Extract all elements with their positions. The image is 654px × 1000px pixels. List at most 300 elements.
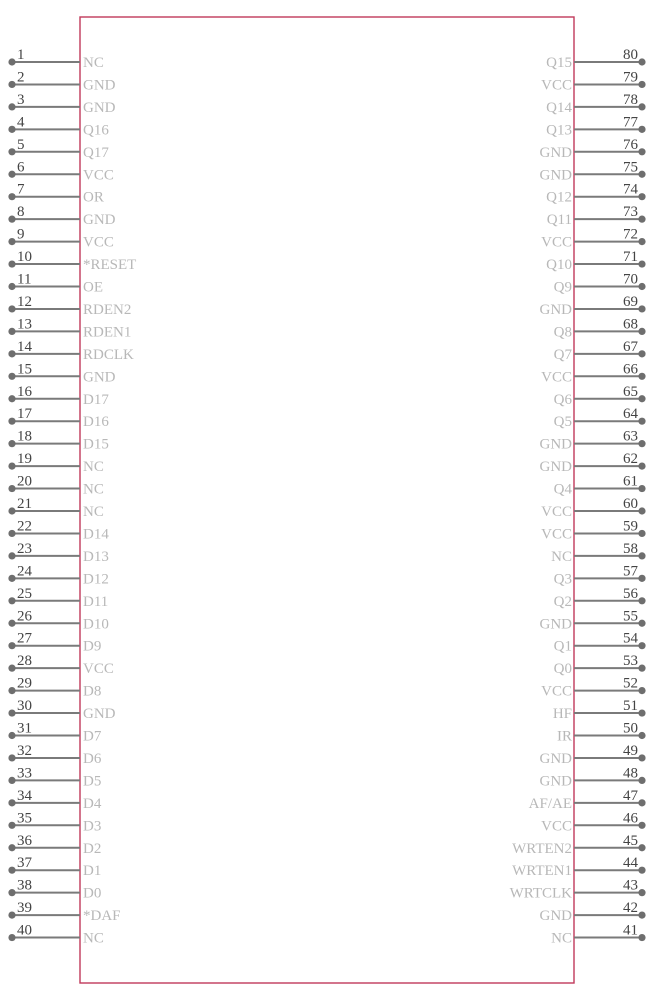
pin-63 — [540, 429, 646, 453]
pin-number: 68 — [623, 316, 638, 333]
pin-name: GND — [539, 616, 572, 633]
pin-terminal-dot — [638, 81, 645, 88]
pin-terminal-dot — [8, 283, 15, 290]
pin-28 — [8, 653, 113, 677]
pin-67 — [554, 339, 646, 363]
pin-terminal-dot — [8, 709, 15, 716]
pin-7 — [8, 182, 103, 206]
pin-49 — [540, 743, 646, 767]
pin-number: 44 — [623, 855, 638, 872]
pin-number: 6 — [17, 159, 25, 176]
pin-37 — [8, 855, 101, 879]
pin-57 — [554, 563, 646, 587]
pin-name: GND — [539, 144, 572, 161]
pin-terminal-dot — [8, 81, 15, 88]
pin-65 — [554, 384, 646, 408]
pin-name: GND — [83, 706, 116, 723]
pin-name: Q5 — [553, 414, 572, 431]
pin-name: VCC — [541, 504, 572, 520]
pin-name: D14 — [83, 526, 109, 543]
pin-terminal-dot — [8, 844, 15, 851]
pin-terminal-dot — [638, 440, 645, 447]
pin-name: RDEN1 — [83, 324, 132, 341]
pin-terminal-dot — [638, 507, 645, 514]
pin-name: OE — [83, 279, 103, 296]
pin-61 — [554, 474, 646, 498]
pin-name: Q3 — [553, 571, 572, 588]
pin-number: 64 — [623, 406, 638, 423]
pin-terminal-dot — [638, 216, 645, 223]
pin-name: NC — [83, 55, 104, 71]
pin-number: 43 — [623, 877, 638, 894]
pin-terminal-dot — [638, 575, 645, 582]
pin-terminal-dot — [638, 620, 645, 627]
pin-name: D11 — [83, 593, 109, 610]
pin-terminal-dot — [638, 822, 645, 829]
pin-13 — [8, 316, 131, 340]
pin-29 — [8, 676, 101, 700]
pin-terminal-dot — [638, 328, 645, 335]
pin-number: 67 — [623, 338, 638, 355]
pin-name: VCC — [83, 661, 114, 678]
pin-terminal-dot — [8, 507, 15, 514]
pin-11 — [8, 272, 103, 296]
pin-name: GND — [539, 750, 572, 767]
pin-terminal-dot — [8, 238, 15, 245]
pin-43 — [510, 878, 646, 902]
pin-name: VCC — [541, 526, 572, 543]
pin-terminal-dot — [638, 642, 645, 649]
pin-name: D12 — [83, 571, 109, 588]
pin-number: 71 — [623, 249, 638, 266]
pin-terminal-dot — [638, 305, 645, 312]
pin-number: 10 — [17, 249, 32, 266]
pin-number: 9 — [17, 226, 25, 243]
pin-25 — [8, 586, 108, 610]
pin-name: AF/AE — [528, 795, 572, 812]
pin-number: 78 — [623, 91, 638, 108]
pin-terminal-dot — [638, 665, 645, 672]
pin-terminal-dot — [638, 687, 645, 694]
pin-70 — [554, 272, 646, 296]
pin-number: 51 — [623, 698, 638, 715]
pin-name: Q15 — [546, 55, 572, 71]
pin-72 — [541, 227, 645, 251]
pin-number: 50 — [623, 720, 638, 737]
pin-52 — [541, 676, 645, 700]
pin-name: D17 — [83, 391, 109, 408]
right-pin-column — [510, 47, 646, 947]
pin-number: 30 — [17, 698, 32, 715]
pin-name: D2 — [83, 840, 102, 857]
pin-terminal-dot — [8, 260, 15, 267]
pin-terminal-dot — [638, 799, 645, 806]
pin-number: 25 — [17, 585, 32, 602]
pin-name: WRTEN2 — [512, 840, 572, 857]
pin-name: VCC — [83, 234, 114, 251]
pin-name: VCC — [541, 818, 572, 835]
pin-42 — [540, 900, 646, 924]
pin-terminal-dot — [8, 732, 15, 739]
pin-name: GND — [83, 369, 116, 386]
pin-terminal-dot — [8, 216, 15, 223]
pin-5 — [8, 137, 109, 161]
pin-number: 55 — [623, 608, 638, 625]
pin-terminal-dot — [8, 867, 15, 874]
pin-number: 11 — [17, 271, 32, 288]
pin-number: 32 — [17, 742, 32, 759]
pin-name: VCC — [541, 234, 572, 251]
pin-name: VCC — [541, 683, 572, 700]
pin-terminal-dot — [638, 597, 645, 604]
pin-number: 62 — [623, 451, 638, 468]
pin-number: 56 — [623, 585, 638, 602]
pin-name: HF — [552, 706, 572, 723]
pin-number: 73 — [623, 204, 638, 221]
pin-number: 12 — [17, 293, 32, 310]
pin-number: 52 — [623, 675, 638, 692]
pin-60 — [541, 496, 645, 520]
pin-name: WRTEN1 — [512, 863, 572, 880]
pin-number: 41 — [623, 922, 638, 939]
pin-terminal-dot — [8, 171, 15, 178]
pin-name: D9 — [83, 638, 102, 655]
pin-79 — [541, 69, 645, 93]
pin-number: 19 — [17, 451, 32, 468]
pin-number: 74 — [623, 181, 638, 198]
pin-62 — [540, 451, 646, 475]
pin-3 — [8, 92, 115, 116]
pin-39 — [8, 900, 120, 924]
pin-terminal-dot — [8, 103, 15, 110]
pin-terminal-dot — [638, 912, 645, 919]
pin-2 — [8, 69, 115, 93]
pin-terminal-dot — [638, 373, 645, 380]
pin-name: VCC — [541, 77, 572, 94]
pin-32 — [8, 743, 101, 767]
pin-name: D16 — [83, 414, 109, 431]
pin-50 — [557, 721, 646, 745]
pin-number: 80 — [623, 47, 638, 63]
pin-name: Q9 — [553, 279, 572, 296]
pin-name: NC — [551, 548, 572, 565]
pin-name: D13 — [83, 548, 109, 565]
pin-number: 15 — [17, 361, 32, 378]
pin-number: 58 — [623, 540, 638, 557]
pin-number: 39 — [17, 900, 32, 917]
pin-name: *RESET — [83, 257, 137, 274]
pin-name: D10 — [83, 616, 109, 633]
pin-name: D1 — [83, 863, 102, 880]
pin-33 — [8, 765, 101, 789]
pin-55 — [540, 608, 646, 632]
pin-number: 27 — [17, 630, 32, 647]
pin-number: 20 — [17, 473, 32, 490]
pin-number: 38 — [17, 877, 32, 894]
pin-53 — [554, 653, 646, 677]
pin-terminal-dot — [8, 350, 15, 357]
pin-number: 70 — [623, 271, 638, 288]
pin-name: Q7 — [553, 346, 572, 363]
pin-number: 33 — [17, 765, 32, 782]
pin-terminal-dot — [8, 126, 15, 133]
pin-68 — [554, 316, 646, 340]
pin-terminal-dot — [638, 754, 645, 761]
pin-number: 16 — [17, 383, 32, 400]
pin-name: Q1 — [553, 638, 572, 655]
pin-number: 69 — [623, 293, 638, 310]
pin-number: 45 — [623, 832, 638, 849]
pin-terminal-dot — [638, 418, 645, 425]
pin-22 — [8, 518, 109, 542]
pin-number: 63 — [623, 428, 638, 445]
pin-terminal-dot — [8, 463, 15, 470]
pin-4 — [8, 114, 109, 138]
pin-terminal-dot — [8, 687, 15, 694]
pin-number: 37 — [17, 855, 32, 872]
pin-terminal-dot — [638, 485, 645, 492]
pin-name: WRTCLK — [509, 885, 572, 902]
pin-78 — [546, 92, 645, 116]
pin-80 — [546, 47, 645, 71]
pin-name: D5 — [83, 773, 102, 790]
pin-46 — [541, 810, 645, 834]
pin-12 — [8, 294, 131, 318]
pin-terminal-dot — [8, 642, 15, 649]
pin-14 — [8, 339, 134, 363]
pin-69 — [540, 294, 646, 318]
pin-6 — [8, 159, 113, 183]
pin-75 — [540, 159, 646, 183]
pin-name: Q11 — [546, 212, 572, 229]
pin-name: *DAF — [83, 908, 121, 925]
pin-number: 46 — [623, 810, 638, 827]
pin-number: 4 — [17, 114, 25, 131]
pin-number: 23 — [17, 540, 32, 557]
pin-19 — [8, 451, 103, 475]
pin-name: D4 — [83, 795, 102, 812]
pin-48 — [540, 765, 646, 789]
pin-terminal-dot — [638, 350, 645, 357]
pin-name: Q16 — [83, 122, 109, 139]
pin-terminal-dot — [8, 620, 15, 627]
pin-36 — [8, 833, 101, 857]
pin-terminal-dot — [638, 934, 645, 941]
pin-name: NC — [83, 930, 104, 947]
pin-terminal-dot — [638, 103, 645, 110]
pin-name: Q6 — [553, 391, 572, 408]
pin-terminal-dot — [8, 373, 15, 380]
pin-number: 26 — [17, 608, 32, 625]
pin-terminal-dot — [8, 912, 15, 919]
pin-name: VCC — [541, 369, 572, 386]
pin-number: 40 — [17, 922, 32, 939]
pin-76 — [540, 137, 646, 161]
pin-name: D8 — [83, 683, 102, 700]
pin-terminal-dot — [638, 552, 645, 559]
pin-terminal-dot — [638, 58, 645, 65]
pin-number: 1 — [17, 47, 25, 63]
pin-number: 14 — [17, 338, 32, 355]
left-pin-column — [8, 47, 136, 947]
pin-71 — [546, 249, 645, 273]
pin-terminal-dot — [638, 709, 645, 716]
pin-terminal-dot — [638, 463, 645, 470]
pin-17 — [8, 406, 109, 430]
pin-9 — [8, 227, 113, 251]
pin-name: NC — [83, 481, 104, 498]
pin-terminal-dot — [8, 934, 15, 941]
pin-35 — [8, 810, 101, 834]
pin-44 — [512, 855, 646, 879]
pin-number: 22 — [17, 518, 32, 535]
pin-name: D3 — [83, 818, 102, 835]
pin-name: OR — [83, 189, 104, 206]
pin-number: 57 — [623, 563, 638, 580]
pin-terminal-dot — [638, 171, 645, 178]
pin-number: 53 — [623, 653, 638, 670]
pin-45 — [512, 833, 646, 857]
pin-name: GND — [539, 436, 572, 453]
pin-34 — [8, 788, 101, 812]
pin-38 — [8, 878, 101, 902]
pin-number: 49 — [623, 742, 638, 759]
pin-number: 36 — [17, 832, 32, 849]
pin-40 — [8, 923, 103, 947]
pin-64 — [554, 406, 646, 430]
pin-16 — [8, 384, 109, 408]
pin-number: 18 — [17, 428, 32, 445]
pin-number: 60 — [623, 496, 638, 512]
pin-terminal-dot — [8, 395, 15, 402]
pin-23 — [8, 541, 108, 565]
pin-73 — [547, 204, 646, 228]
pin-10 — [8, 249, 136, 273]
pin-name: GND — [83, 77, 116, 94]
pin-number: 77 — [623, 114, 638, 131]
pin-terminal-dot — [638, 126, 645, 133]
pin-terminal-dot — [8, 58, 15, 65]
pin-number: 65 — [623, 383, 638, 400]
pin-name: GND — [83, 212, 116, 229]
pin-number: 17 — [17, 406, 32, 423]
pin-66 — [541, 361, 645, 385]
pin-number: 28 — [17, 653, 32, 670]
pin-terminal-dot — [638, 260, 645, 267]
pin-26 — [8, 608, 108, 632]
pin-terminal-dot — [8, 754, 15, 761]
pin-number: 8 — [17, 204, 25, 221]
pin-54 — [554, 631, 646, 655]
pin-number: 2 — [17, 69, 25, 86]
pin-name: RDCLK — [83, 346, 134, 363]
pin-name: NC — [83, 504, 104, 520]
pin-terminal-dot — [638, 148, 645, 155]
pin-number: 34 — [17, 787, 32, 804]
pin-number: 21 — [17, 496, 32, 512]
pin-terminal-dot — [638, 777, 645, 784]
pin-74 — [546, 182, 645, 206]
pin-number: 13 — [17, 316, 32, 333]
pin-name: D0 — [83, 885, 102, 902]
pin-name: D15 — [83, 436, 109, 453]
pin-name: GND — [539, 773, 572, 790]
pin-terminal-dot — [8, 799, 15, 806]
pin-24 — [8, 563, 108, 587]
pin-terminal-dot — [638, 283, 645, 290]
pin-terminal-dot — [8, 822, 15, 829]
pin-name: Q17 — [83, 144, 109, 161]
pin-name: Q12 — [546, 189, 572, 206]
pin-number: 54 — [623, 630, 638, 647]
ic-body-outline — [80, 17, 574, 983]
pin-name: RDEN2 — [83, 301, 132, 318]
pin-21 — [8, 496, 103, 520]
pin-number: 5 — [17, 136, 25, 153]
pin-31 — [8, 721, 101, 745]
pin-name: GND — [539, 459, 572, 476]
pin-terminal-dot — [8, 328, 15, 335]
pin-56 — [554, 586, 646, 610]
pin-name: GND — [83, 99, 116, 116]
pin-terminal-dot — [8, 530, 15, 537]
pin-58 — [551, 541, 645, 565]
pin-1 — [8, 47, 103, 71]
pin-number: 35 — [17, 810, 32, 827]
pin-77 — [546, 114, 645, 138]
pin-number: 72 — [623, 226, 638, 243]
pin-terminal-dot — [8, 777, 15, 784]
pin-15 — [8, 361, 115, 385]
pin-number: 48 — [623, 765, 638, 782]
pin-name: GND — [539, 908, 572, 925]
pin-terminal-dot — [638, 732, 645, 739]
pin-terminal-dot — [638, 395, 645, 402]
pin-name: Q2 — [553, 593, 572, 610]
pin-terminal-dot — [8, 193, 15, 200]
pin-51 — [553, 698, 646, 722]
pin-number: 3 — [17, 91, 25, 108]
pin-terminal-dot — [638, 867, 645, 874]
pin-terminal-dot — [8, 552, 15, 559]
pin-terminal-dot — [8, 665, 15, 672]
pin-number: 59 — [623, 518, 638, 535]
pin-number: 79 — [623, 69, 638, 86]
pin-name: Q8 — [553, 324, 572, 341]
pin-terminal-dot — [8, 148, 15, 155]
pin-terminal-dot — [638, 530, 645, 537]
pin-terminal-dot — [8, 889, 15, 896]
pin-terminal-dot — [8, 597, 15, 604]
pin-name: IR — [557, 728, 572, 745]
pin-20 — [8, 474, 103, 498]
pin-name: NC — [83, 459, 104, 476]
pin-8 — [8, 204, 115, 228]
pin-terminal-dot — [8, 485, 15, 492]
pin-name: NC — [551, 930, 572, 947]
pin-name: Q10 — [546, 257, 572, 274]
pin-name: Q14 — [546, 99, 572, 116]
pin-47 — [529, 788, 646, 812]
pin-name: D6 — [83, 750, 102, 767]
pin-59 — [541, 518, 645, 542]
pin-number: 42 — [623, 900, 638, 917]
pin-name: GND — [539, 167, 572, 184]
pin-terminal-dot — [638, 193, 645, 200]
pin-name: GND — [539, 301, 572, 318]
pin-number: 75 — [623, 159, 638, 176]
pin-name: VCC — [83, 167, 114, 184]
